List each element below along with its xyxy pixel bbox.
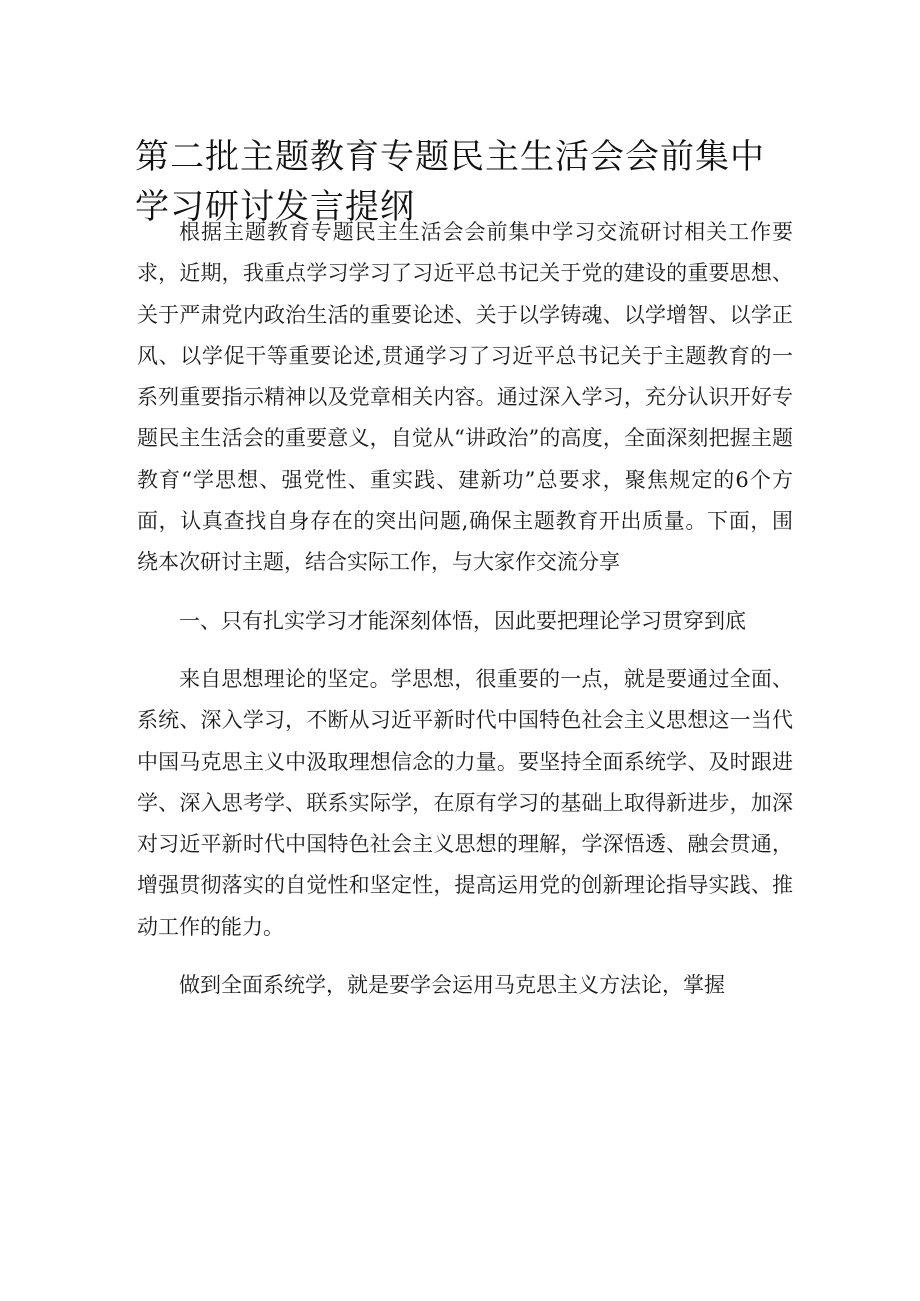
paragraph-intro: 根据主题教育专题民主生活会会前集中学习交流研讨相关工作要求，近期，我重点学习学习了习近平总书记关于党的建设的重要思想、关于严肃党内政治生活的重要论述、关于以学铸魂、以学增智、以学正风、以学促干等重要论述,贯通学习了习近平总书记关于主题教育的一系列重要指示精神以及党章相关内容。通过深入学习，充分认识开好专题民主生活会的重要意义，自觉从“讲政治”的高度，全面深刻把握主题教育“学思想、强党性、重实践、建新功”总要求，聚焦规定的6个方面，认真查找自身存在的突出问题,确保主题教育开出质量。下面，围绕本次研讨主题，结合实际工作，与大家作交流分享	[137, 220, 793, 575]
section-heading-one: 一、只有扎实学习才能深刻体悟，因此要把理论学习贯穿到底	[179, 608, 746, 633]
document-title: 第二批主题教育专题民主生活会会前集中学习研讨发言提纲	[135, 137, 765, 227]
document-body	[137, 212, 793, 1023]
paragraph-systematic-study: 做到全面系统学，就是要学会运用马克思主义方法论，掌握	[179, 973, 725, 998]
paragraph-theory: 来自思想理论的坚定。学思想，很重要的一点，就是要通过全面、系统、深入学习，不断从习近平新时代中国特色社会主义思想这一当代中国马克思主义中汲取理想信念的力量。要坚持全面系统学、及时跟进学、深入思考学、联系实际学，在原有学习的基础上取得新进步，加深对习近平新时代中国特色社会主义思想的理解，学深悟透、融会贯通，增强贯彻落实的自觉性和坚定性，提高运用党的创新理论指导实践、推动工作的能力。	[137, 666, 793, 939]
